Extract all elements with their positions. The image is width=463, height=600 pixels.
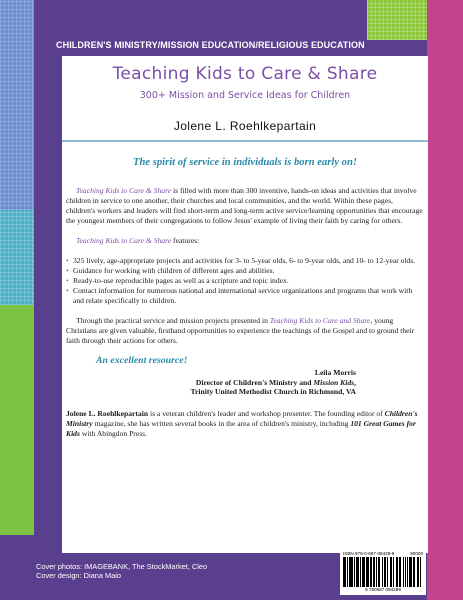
barcode-bar (347, 557, 348, 587)
features-heading (66, 236, 424, 246)
title-divider (62, 140, 428, 142)
price-code: 90000 (410, 551, 423, 556)
barcode-bar (366, 557, 368, 587)
barcode-bar (364, 557, 365, 587)
endorser-role-text: Director of Children's Ministry and (195, 377, 314, 387)
barcode-number: 9 780687 084289 (365, 587, 401, 592)
features-book-title: Teaching Kids to Care & Share (76, 236, 172, 245)
barcode-bars (343, 557, 423, 587)
barcode-bar (399, 557, 400, 587)
barcode-bar (350, 557, 352, 587)
closing-paragraph (66, 316, 424, 346)
photo-credit: Cover photos: IMAGEBANK, The StockMarket, Cleo (36, 562, 208, 571)
closing-book-title: Teaching Kids to Care and Share (269, 316, 371, 325)
barcode-bar (405, 557, 406, 587)
left-green-block (0, 305, 34, 535)
feature-item: • Ready-to-use reproducible pages as well as a scripture and topic index. (66, 276, 424, 286)
barcode-bar (400, 557, 401, 587)
right-pink-stripe (427, 0, 463, 600)
endorser-role (66, 378, 356, 388)
praise-headline: An excellent resource! (96, 355, 188, 366)
bio-book: 101 Great Games for Kids (66, 418, 416, 438)
barcode-bar (413, 557, 415, 587)
endorser-role-comma: , (354, 377, 356, 387)
barcode-bar (379, 557, 380, 587)
closing-text-end: , young Christians are given valuable, firsthand opportunities to experience the teachings of the Gospel and to ground their faith through their actions for others. (66, 316, 415, 345)
endorser-church: Trinity United Methodist Church in Richmond, VA (190, 387, 356, 396)
tagline: The spirit of service in individuals is born early on! (133, 157, 357, 168)
barcode-bar (344, 557, 346, 587)
barcode-bar (371, 557, 372, 587)
barcode-box (340, 549, 426, 595)
left-teal-block (0, 210, 34, 305)
barcode-bar (387, 557, 388, 587)
barcode-bar (391, 557, 393, 587)
feature-item: • 325 lively, age-appropriate projects and activities for 3- to 5-year olds, 6- to 9-year olds, and 10- to 12-year olds. (66, 256, 424, 266)
barcode-bar (418, 557, 419, 587)
book-author: Jolene L. Roehlkepartain (173, 119, 317, 133)
bio-magazine: Children's Ministry (66, 408, 418, 428)
series-category: CHILDREN'S MINISTRY/MISSION EDUCATION/RELIGIOUS EDUCATION (56, 40, 365, 50)
right-green-block (367, 0, 427, 40)
bio-text-2: magazine, she has written several books in the area of children's ministry, including (92, 418, 351, 428)
barcode-bar (354, 557, 355, 587)
closing-text-start: Through the practical service and mission projects presented in (76, 316, 270, 325)
feature-item: • Contact information for numerous national and international service organizations and programs that work with and relate specifically to children. (66, 286, 424, 306)
isbn-line (343, 551, 423, 556)
left-bottom-block (0, 535, 34, 600)
cover-credits (36, 562, 207, 580)
feature-item: • Guidance for working with children of different ages and abilities. (66, 266, 424, 276)
top-purple-strip (34, 0, 367, 40)
barcode-bar (378, 557, 379, 587)
publisher-name: ABINGDON PRESS (350, 539, 416, 548)
barcode-bar (393, 557, 394, 587)
bio-text-1: is a veteran children's leader and workshop presenter. The founding editor of (148, 408, 385, 418)
design-credit: Cover design: Diana Maio (36, 571, 122, 580)
back-cover-panel (62, 56, 428, 553)
book-title: Teaching Kids to Care & Share (112, 64, 378, 84)
intro-book-title: Teaching Kids to Care & Share (76, 186, 172, 195)
barcode-bar (411, 557, 412, 587)
endorser-name: Leila Morris (314, 368, 356, 377)
barcode-bar (360, 557, 361, 587)
bio-text-3: with Abingdon Press. (79, 428, 148, 438)
author-bio (66, 409, 424, 439)
book-subtitle: 300+ Mission and Service Ideas for Children (139, 90, 351, 101)
features-label: features: (171, 236, 200, 245)
endorsement (66, 368, 424, 397)
intro-paragraph (66, 186, 424, 226)
endorser-magazine: Mission Kids (313, 377, 355, 387)
description-body (66, 186, 424, 449)
isbn-number: ISBN 978-0-687-08428-9 (343, 551, 395, 556)
barcode-bar (358, 557, 359, 587)
barcode-bar (384, 557, 386, 587)
barcode-bar (373, 557, 375, 587)
bio-author-name: Jolene L. Roehlkepartain (66, 408, 149, 418)
feature-list (66, 256, 424, 306)
barcode-bar (420, 557, 422, 587)
intro-text: is filled with more than 300 inventive, hands-on ideas and activities that involve children in service to one another, their churches and local communities, and the world. Within these pages, children's workers and leaders will find short-term and long-term active service/learning opportunities that encourage the youngest members of their congregations to follow Jesus' example of living their faith by caring for others. (66, 186, 423, 225)
barcode-bar (407, 557, 408, 587)
left-blue-block (0, 0, 34, 210)
